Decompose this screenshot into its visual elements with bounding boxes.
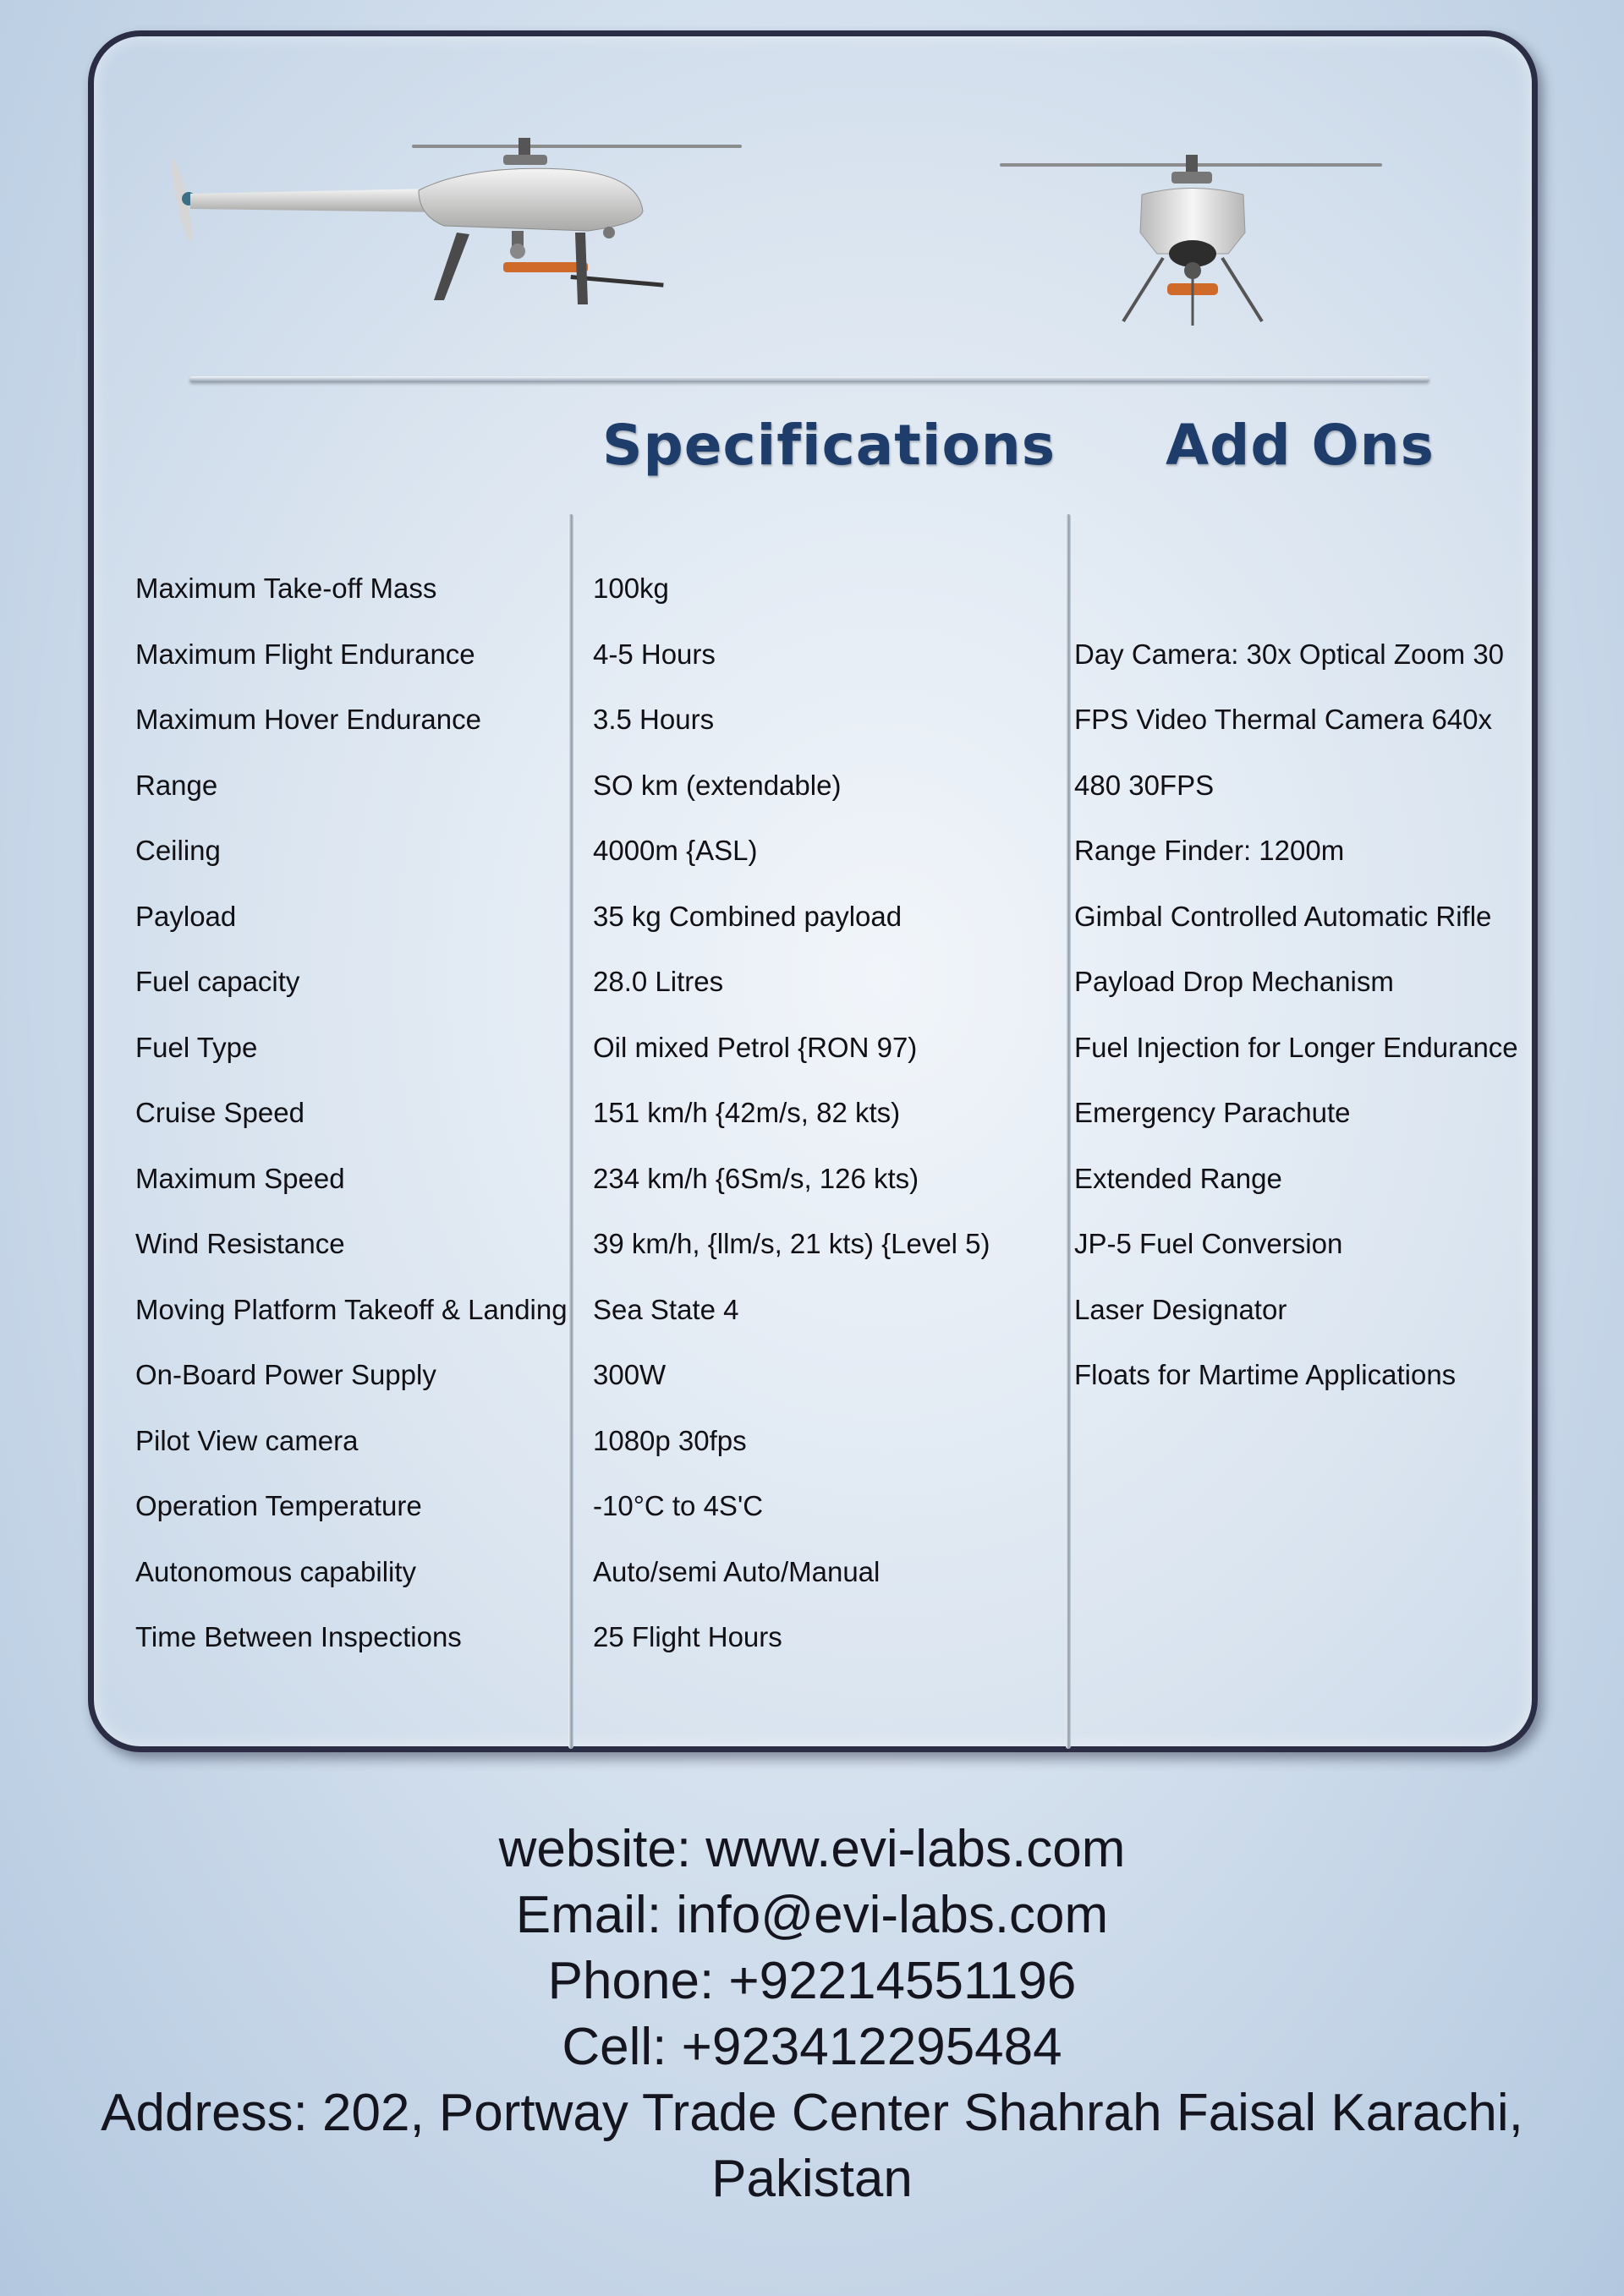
helicopter-side-view-image <box>165 131 757 313</box>
addon-item: Laser Designator <box>1074 1293 1287 1325</box>
spec-label: Wind Resistance <box>135 1228 345 1259</box>
addon-item: Range Finder: 1200m <box>1074 835 1345 866</box>
helicopter-front-view-image <box>998 148 1387 334</box>
email-text: Email: info@evi-labs.com <box>515 1886 1109 1944</box>
addon-item: JP-5 Fuel Conversion <box>1074 1228 1343 1259</box>
addon-item: Fuel Injection for Longer Endurance <box>1074 1031 1518 1063</box>
spec-label: Time Between Inspections <box>135 1621 462 1652</box>
spec-value: 4-5 Hours <box>593 638 716 670</box>
spec-value: 4000m {ASL) <box>593 835 758 866</box>
spec-value: Auto/semi Auto/Manual <box>593 1555 881 1587</box>
addon-item: 480 30FPS <box>1074 769 1215 801</box>
addon-item: FPS Video Thermal Camera 640x <box>1074 704 1493 735</box>
spec-label: Fuel Type <box>135 1031 258 1063</box>
contact-block <box>0 1817 1624 2212</box>
spec-label: Payload <box>135 900 237 932</box>
spec-label: Moving Platform Takeoff & Landing <box>135 1293 568 1325</box>
spec-label: On-Board Power Supply <box>135 1359 436 1390</box>
spec-value: Oil mixed Petrol {RON 97) <box>593 1031 918 1063</box>
spec-value: 3.5 Hours <box>593 704 715 735</box>
divider-line <box>189 376 1429 382</box>
spec-label: Operation Temperature <box>135 1490 422 1521</box>
spec-value: 1080p 30fps <box>593 1424 747 1456</box>
spec-value: SO km (extendable) <box>593 769 842 801</box>
addon-item: Floats for Martime Applications <box>1074 1359 1457 1390</box>
spec-label: Maximum Take-off Mass <box>135 573 437 604</box>
addon-item: Gimbal Controlled Automatic Rifle <box>1074 900 1492 932</box>
cell-text: Cell: +923412295484 <box>562 2018 1062 2076</box>
spec-label: Pilot View camera <box>135 1424 359 1456</box>
spec-label: Maximum Speed <box>135 1162 345 1194</box>
phone-text: Phone: +92214551196 <box>547 1952 1077 2010</box>
spec-value: 39 km/h, {llm/s, 21 kts) {Level 5) <box>593 1228 990 1259</box>
addon-item: Day Camera: 30x Optical Zoom 30 <box>1074 638 1505 670</box>
addons-heading: Add Ons <box>1166 413 1435 478</box>
spec-label: Maximum Hover Endurance <box>135 704 481 735</box>
spec-label: Range <box>135 769 218 801</box>
spec-value: -10°C to 4S'C <box>593 1490 764 1521</box>
address-text: Address: 202, Portway Trade Center Shahrah Faisal Karachi, <box>101 2084 1523 2142</box>
spec-value: 151 km/h {42m/s, 82 kts) <box>593 1097 901 1128</box>
addon-item: Emergency Parachute <box>1074 1097 1351 1128</box>
spec-value: 28.0 Litres <box>593 966 724 997</box>
spec-value: Sea State 4 <box>593 1293 739 1325</box>
spec-value: 35 kg Combined payload <box>593 900 903 932</box>
spec-label: Cruise Speed <box>135 1097 304 1128</box>
spec-label: Maximum Flight Endurance <box>135 638 475 670</box>
addon-item: Extended Range <box>1074 1162 1282 1194</box>
specifications-heading: Specifications <box>602 413 1056 478</box>
spec-value: 25 Flight Hours <box>593 1621 782 1652</box>
address-country-text: Pakistan <box>711 2150 913 2208</box>
spec-value: 300W <box>593 1359 667 1390</box>
website-text: website: www.evi-labs.com <box>498 1820 1126 1878</box>
addon-item: Payload Drop Mechanism <box>1074 966 1394 997</box>
spec-label: Ceiling <box>135 835 221 866</box>
spec-label: Autonomous capability <box>135 1555 417 1587</box>
column-divider-left <box>568 514 573 1749</box>
spec-value: 234 km/h {6Sm/s, 126 kts) <box>593 1162 919 1194</box>
column-divider-right <box>1066 514 1071 1749</box>
spec-label: Fuel capacity <box>135 966 300 997</box>
spec-value: 100kg <box>593 573 669 604</box>
